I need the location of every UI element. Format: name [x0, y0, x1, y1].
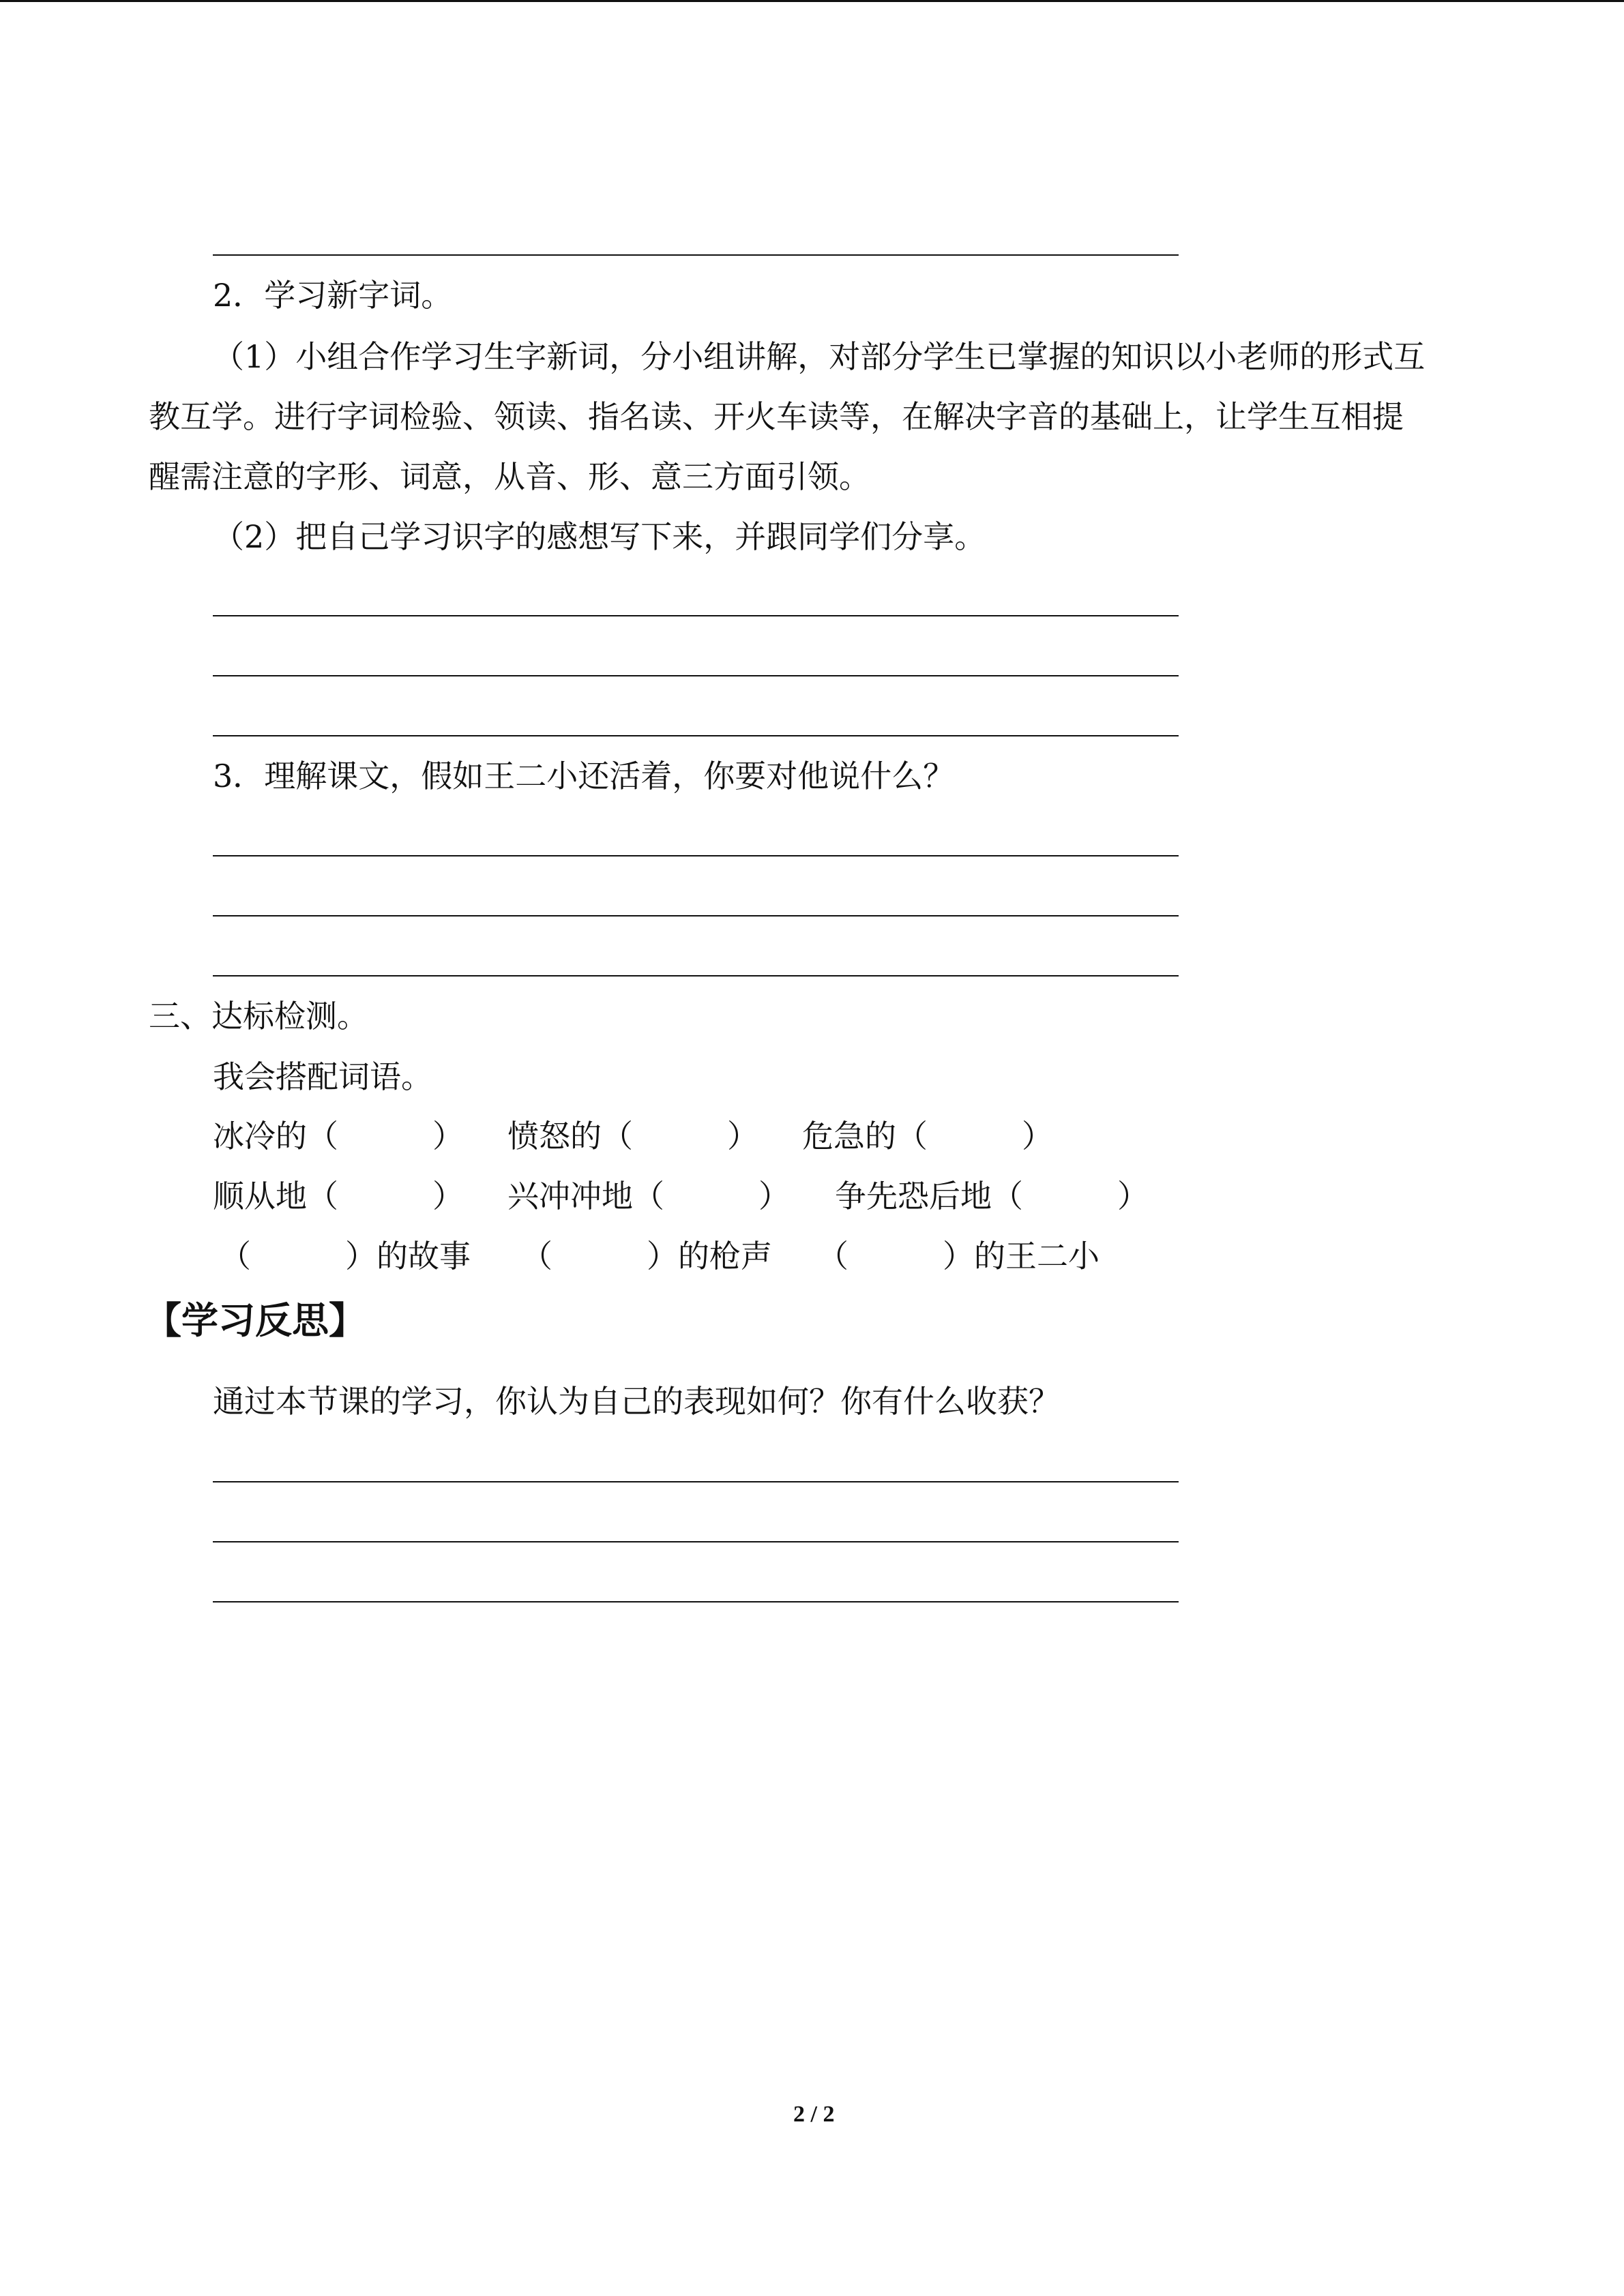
matching-item: 顺从地（ ） [213, 1178, 464, 1214]
matching-item: （ ）的王二小 [817, 1238, 1099, 1274]
matching-item: （ ）的故事 [220, 1238, 471, 1274]
matching-item: 危急的（ ） [802, 1118, 1053, 1154]
item2-sub1-line2: 教互学。进行字词检验、领读、指名读、开火车读等，在解决字音的基础上，让学生互相提 [149, 398, 1404, 435]
item2-sub1-line1: （1）小组合作学习生字新词，分小组讲解，对部分学生已掌握的知识以小老师的形式互 [213, 338, 1426, 375]
answer-line [213, 855, 1179, 856]
answer-line [213, 1541, 1179, 1542]
matching-item: （ ）的枪声 [521, 1238, 772, 1274]
section3-title: 三、达标检测。 [149, 998, 368, 1034]
matching-item: 争先恐后地（ ） [835, 1178, 1149, 1214]
matching-item: 兴冲冲地（ ） [507, 1178, 790, 1214]
answer-line [213, 735, 1179, 736]
answer-line [213, 615, 1179, 616]
reflection-prompt: 通过本节课的学习，你认为自己的表现如何？你有什么收获？ [213, 1383, 1060, 1420]
matching-instruction: 我会搭配词语。 [213, 1058, 432, 1095]
answer-line [213, 254, 1179, 256]
reflection-heading: 【学习反思】 [145, 1298, 366, 1342]
page-number: 2 / 2 [793, 2102, 835, 2127]
item2-sub1-line3: 醒需注意的字形、词意，从音、形、意三方面引领。 [149, 458, 870, 495]
answer-line [213, 975, 1179, 976]
answer-line [213, 915, 1179, 916]
answer-line [213, 1601, 1179, 1602]
item2-title: 2．学习新字词。 [213, 277, 453, 314]
matching-item: 愤怒的（ ） [507, 1118, 758, 1154]
item3-title: 3．理解课文，假如王二小还活着，你要对他说什么？ [213, 758, 955, 794]
top-border-line [0, 0, 1624, 2]
answer-line [213, 675, 1179, 676]
answer-line [213, 1481, 1179, 1482]
item2-sub2: （2）把自己学习识字的感想写下来，并跟同学们分享。 [213, 518, 986, 555]
matching-item: 冰冷的（ ） [213, 1118, 464, 1154]
